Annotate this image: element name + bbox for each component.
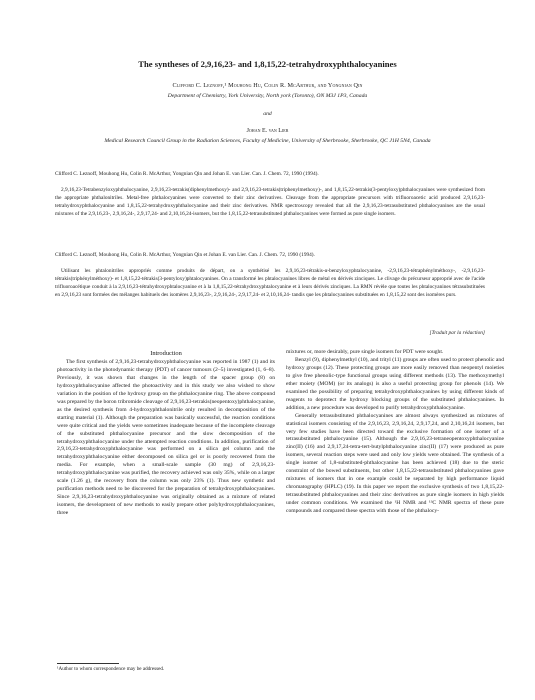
abstract-fr-citation: [55, 252, 485, 260]
second-author: Johan E. van Lier: [246, 128, 289, 134]
and-separator: and: [263, 111, 272, 117]
abstract-fr-text: Utilisant les phtalonitriles appropriés comme produits de départ, on a synthétisé les 2,9,16,23-tétrakis-α-benzyloxyphtalocyanine, -2,9,16,23-tétraphénylméthoxy-, -2,9,16,23-tétrakis(triphénylméthoxy)- et 1,8,15,22-tétrakis(3-pentyloxy)phtalocyanines. On a transformé les phtalocyanines libres de métal en dérivés zinciques. Le clivage du précurseur approprié avec de l'acide trifluoroacétique conduit à la 2,9,16,23-tétrahydroxyphtalocyanine et à la 1,8,15,22-tétrahydroxyphtalocyanine et à leurs dérivés zinciques. La RMN révèle que toutes les phtalocyanines tétrasubstituées en 2,9,16,23 sont formées des mélanges habituels des isomères 2,9,16,23-, 2,9,16,24-, 2,9,17,24- et 2,10,16,24- tandis que les phtalocyanines substituées en 1,8,15,22 sont des isomères purs.: [55, 268, 485, 298]
abstract-en-citation-text: Clifford C. Leznoff, Mouhong Hu, Colin R. McArthur, Yongnian Qin and Johan E. van Lier. Can. J. Chem. 72, 1990 (1994).: [55, 171, 319, 177]
right-paragraph: Benzyl (9), diphenylmethyl (10), and trityl (11) groups are often used to protect phenolic and hydroxy groups (12). These protecting groups are more easily removed than neopentyl moieties to give free phenolic-type functional groups using different methods (13). The methoxymethyl ether moiety (MOM) (or its analogs) is also a useful protecting group for phenols (14). We examined the possibility of preparing tetrahydroxyphthalocyanines by using different kinds of reagents to deprotect the hydroxy blocking groups of the substituted phthalocyanines. In addition, a new procedure was developed to purify tetrahydroxyphthalocyanine.: [286, 356, 504, 411]
article-title: The syntheses of 2,9,16,23- and 1,8,15,22-tetrahydroxyphthalocyanines: [138, 59, 397, 69]
affiliation-york: Department of Chemistry, York University, North york (Toronto), ON M3J 1P3, Canada: [167, 93, 368, 99]
right-paragraph: mixtures or, more desirably, pure single isomers for PDT were sought.: [286, 349, 444, 355]
right-paragraph: Generally tetrasubstituted phthalocyanines are almost always synthesized as mixtures of statistical isomers consisting of the 2,9,16,23, 2,9,16,24, 2,9,17,24, and 2,10,16,24 isomers, but very few studies have been directed toward the exclusive formation of one isomer of a tetrasubstituted phthalocyanine (15). Although the 2,9,16,23-tetraneopentoxyphthalocyanine zinc(II) (16) and 2,9,17,24-tetra-tert-butylphthalocyanine zinc(II) (17) were produced as pure isomers, several reaction steps were used and only low yields were obtained. The synthesis of a single isomer of 1,8-substituted-phthalocyanine has been achieved (18) due to the steric constraint of the bowed substituents, but other 1,8,15,22-tetrasubstituted phthalocyanines gave mixtures of isomers that in one example could be separated by high performance liquid chromatography (HPLC) (19). In this paper we report the exclusive synthesis of two 1,8,15,22-tetrasubstituted phthalocyanines and their zinc derivatives as pure single isomers in high yields under common conditions. We examined the ¹H NMR and ¹³C NMR spectra of these pure compounds and compared these spectra with those of the phthalocy-: [286, 412, 504, 515]
abstract-fr-citation-text: Clifford C. Leznoff, Mouhong Hu, Colin R. McArthur, Yongnian Qin et Johan E. van Lier. Can. J. Chem. 72, 1990 (1994).: [55, 252, 315, 258]
left-paragraph: The first synthesis of 2,9,16,23-tetrahydroxyphthalocyanine was reported in 1987 (1) and its photoactivity in the photodynamic therapy (PDT) of cancer tumours (2–5) investigated (1, 6–8). Previously, it was shown that changes in the length of the spacer group (8) on hydroxyphthalocyanine affected the photoactivity and in this study we also wished to show variation in the position of the hydroxy group on the phthalocyanine ring. The above compound was prepared by the boron tribromide cleavage of 2,9,16,23-tetrakis(neopentoxy)phthalocyanine, as the desired synthesis from 4-hydroxyphthalonitrile only resulted in decomposition of the starting material (1). Although the preparation was basically successful, the reaction conditions were quite critical and the yields were sometimes inadequate because of the incomplete cleavage of the substituted phthalocyanine precursor and the slow decomposition of the tetrahydroxyphthalocyanine under the attempted reaction conditions. In addition, purification of 2,9,16,23-tetrahydroxyphthalocyanine was performed on a silica gel column and the tetrahydroxyphthalocyanine either decomposed on silica gel or is poorly recovered from the media. For example, when a small-scale sample (30 mg) of 2,9,16,23-tetrahydroxyphthalocyanine was purified, the recovery achieved was only 35%, while on a larger scale (1.26 g), the recovery from the column was only 23% (1). Thus new synthetic and purification methods need to be discovered for the preparation of tetrahydroxyphthalocyanines. Since 2,9,16,23-tetrahydroxyphthalocyanine was originally obtained as a mixture of related isomers, the development of new methods to easily prepare other polyhydroxyphthalocyanines, three: [57, 359, 275, 517]
footnote: ¹Author to whom correspondence may be addressed.: [57, 666, 165, 672]
affiliation-sherbrooke: Medical Research Council Group in the Radiation Sciences, Faculty of Medicine, University of Sherbrooke, Sherbrooke, QC J1H 5N4, Canada: [104, 138, 431, 144]
left-column: [57, 349, 275, 518]
abstract-en-citation: [55, 171, 485, 179]
author-list: Clifford C. Leznoff,¹ Mouhong Hu, Colin R. McArthur, and Yongnian Qin: [172, 82, 363, 89]
abstract-en: [55, 187, 485, 219]
translation-note: [Traduit par la rédaction]: [429, 330, 485, 336]
abstract-fr: [55, 268, 485, 300]
abstract-en-text: 2,9,16,23-Tetrabenzyloxyphthalocyanine, 2,9,16,23-tetrakis(diphenylmethoxy)- and 2,9,16,23-tetrakis(triphenylmethoxy)-, and 1,8,15,22-tetrakis(3-pentyloxy)phthalocyanines were synthesized from the appropriate phthalonitriles. Metal-free phthalocyanines were converted to their zinc derivatives. Cleavage from the appropriate precursors with trifluoroacetic acid produced 2,9,16,23-tetrahydroxyphthalocyanine and 1,8,15,22-tetrahydroxyphthalocyanine and their zinc derivatives. NMR spectroscopy revealed that all the 2,9,16,23-tetrasubstituted phthalocyanines are the usual mixtures of the 2,9,16,23-, 2,9,16,24-, 2,9,17,24- and 2,10,16,24-isomers, but the 1,8,15,22-tetrasubstituted phthalocyanines were formed as pure single isomers.: [55, 187, 485, 217]
footnote-divider: [57, 663, 119, 664]
introduction-heading: Introduction: [150, 350, 182, 357]
right-column: [286, 349, 504, 516]
